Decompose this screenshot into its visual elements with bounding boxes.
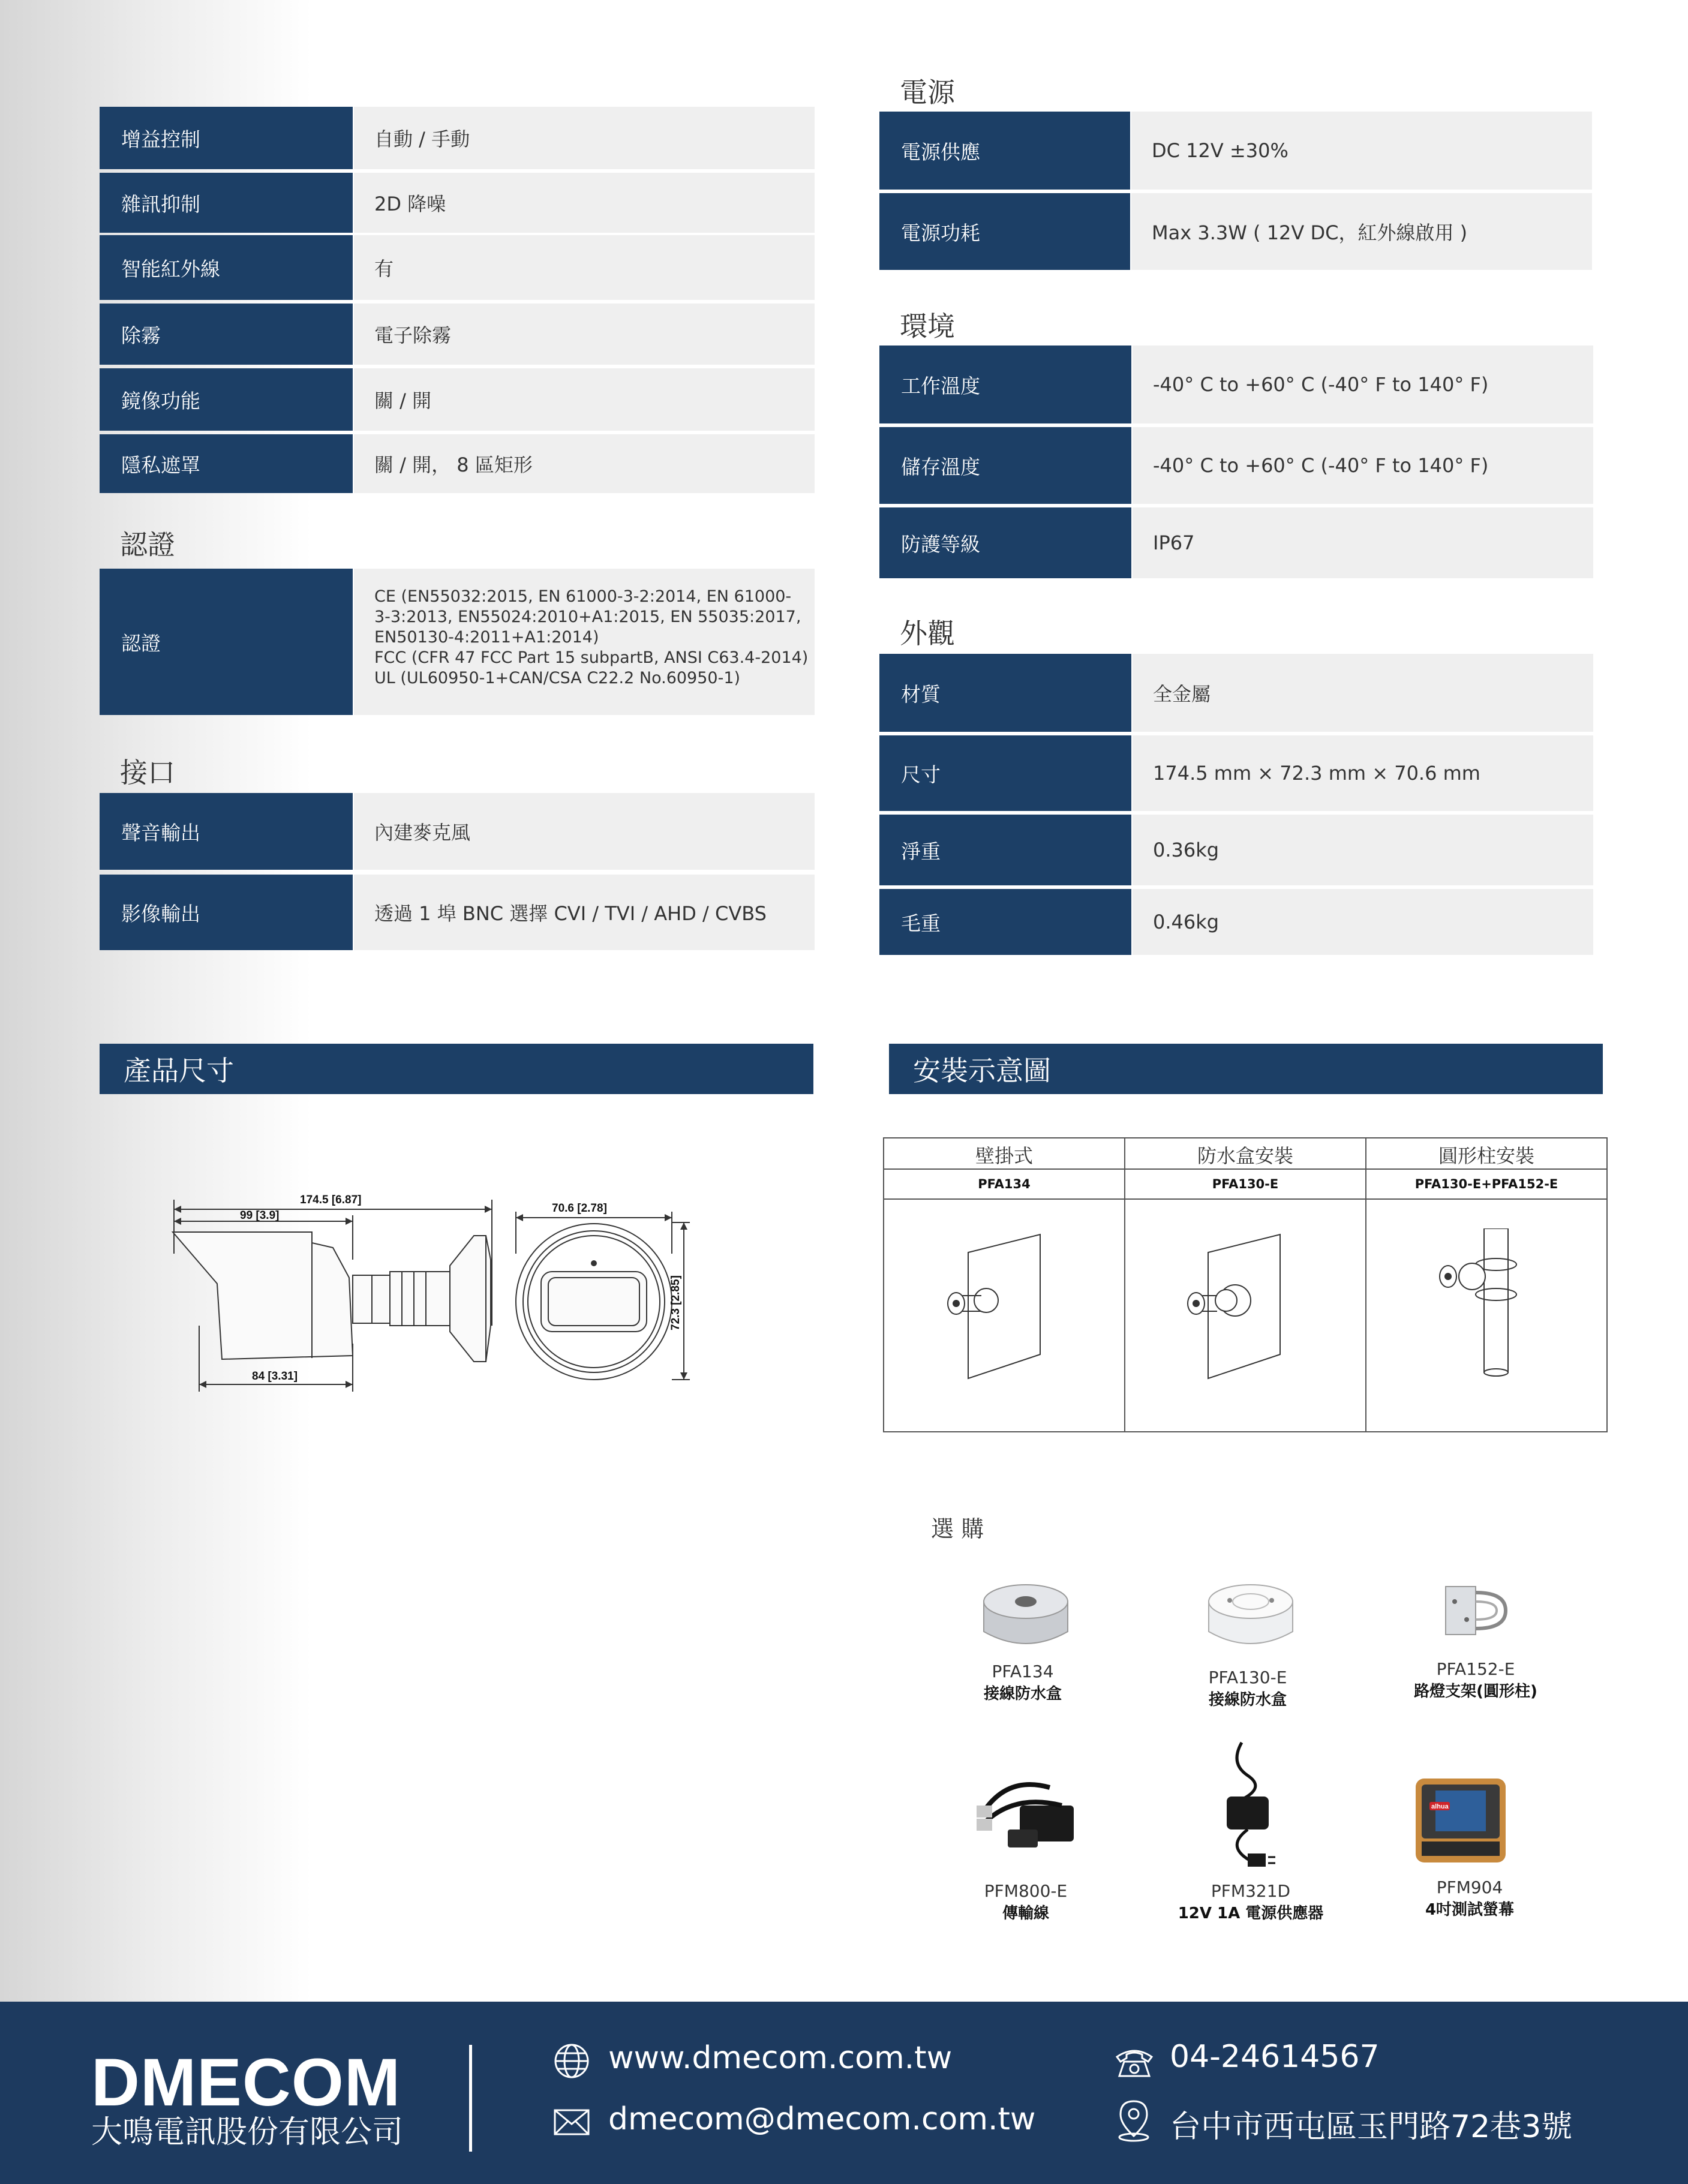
footer	[0, 2002, 1688, 2184]
spec-value: 全金屬	[1133, 654, 1593, 732]
spec-label: 除霧	[100, 304, 353, 365]
spec-label: 雜訊抑制	[100, 173, 353, 233]
section-title-appearance: 外觀	[900, 617, 955, 650]
section-band-dimensions: 產品尺寸	[100, 1044, 813, 1094]
spec-value: 關 / 開	[354, 368, 815, 431]
spec-row-operating-temp	[879, 346, 1593, 423]
power-adapter-icon	[1206, 1740, 1296, 1871]
section-title-environment: 環境	[900, 310, 955, 343]
accessory-item	[1134, 1668, 1362, 1710]
spec-label: 電源功耗	[879, 193, 1130, 270]
spec-value: 內建麥克風	[354, 793, 815, 870]
spec-value: 174.5 mm × 72.3 mm × 70.6 mm	[1133, 735, 1593, 811]
spec-row-smart-ir	[100, 235, 815, 300]
spec-row-gross-weight	[879, 889, 1593, 955]
monitor-brand: alhua	[1431, 1803, 1449, 1810]
spec-value: 電子除霧	[354, 304, 815, 365]
dim-width: 70.6 [2.78]	[552, 1202, 607, 1215]
spec-label: 隱私遮罩	[100, 434, 353, 493]
spec-label: 工作溫度	[879, 346, 1131, 423]
spec-value: 有	[354, 235, 815, 300]
email-link[interactable]: dmecom@dmecom.com.tw	[608, 2101, 1036, 2137]
spec-row-size	[879, 735, 1593, 811]
cert-text	[354, 569, 815, 715]
accessory-item	[1362, 1659, 1590, 1701]
accessory-code: PFA134	[992, 1662, 1054, 1681]
spec-label: 影像輸出	[100, 875, 353, 950]
spec-row-audio-out	[100, 793, 815, 870]
spec-row-video-out	[100, 875, 815, 950]
accessory-desc: 傳輸線	[1002, 1904, 1049, 1922]
accessory-item	[909, 1662, 1137, 1704]
mail-icon	[553, 2108, 590, 2136]
website-link[interactable]: www.dmecom.com.tw	[608, 2040, 953, 2076]
spec-value: 關 / 開， 8 區矩形	[354, 434, 815, 493]
spec-label: 尺寸	[879, 735, 1131, 811]
accessory-desc: 接線防水盒	[1208, 1691, 1287, 1709]
spec-row-mirror	[100, 368, 815, 431]
phone-icon	[1115, 2046, 1154, 2078]
section-title-ports: 接口	[120, 756, 175, 789]
install-col-code: PFA134	[978, 1177, 1031, 1191]
dim-front-length: 99 [3.9]	[240, 1209, 280, 1222]
location-pin-icon	[1116, 2099, 1152, 2142]
spec-value: IP67	[1133, 507, 1593, 578]
cert-line: 3-3:2013, EN55024:2010+A1:2015, EN 55035:2017,	[374, 608, 801, 626]
dim-height: 72.3 [2.85]	[669, 1275, 682, 1330]
section-title-cert: 認證	[120, 528, 175, 561]
accessory-desc: 12V 1A 電源供應器	[1178, 1904, 1324, 1922]
install-col-code: PFA130-E+PFA152-E	[1414, 1177, 1558, 1191]
spec-row-protection	[879, 507, 1593, 578]
spec-label: 認證	[100, 569, 353, 715]
spec-row-cert	[100, 569, 815, 715]
junction-box-mount-icon	[1184, 1228, 1316, 1384]
install-col-code: PFA130-E	[1212, 1177, 1279, 1191]
spec-value: -40° C to +60° C (-40° F to 140° F)	[1133, 427, 1593, 504]
accessory-desc: 接線防水盒	[983, 1685, 1062, 1703]
spec-label: 增益控制	[100, 107, 353, 169]
spec-label: 淨重	[879, 815, 1131, 885]
cert-line: FCC (CFR 47 FCC Part 15 subpartB, ANSI C63.4-2014)	[374, 648, 809, 667]
accessory-item	[1356, 1877, 1584, 1919]
footer-divider	[469, 2045, 472, 2152]
spec-value: 0.46kg	[1133, 889, 1593, 955]
pole-mount-icon	[1424, 1228, 1556, 1384]
install-col-header: 圓形柱安裝	[1438, 1144, 1534, 1167]
spec-row-net-weight	[879, 815, 1593, 885]
spec-value: -40° C to +60° C (-40° F to 140° F)	[1133, 346, 1593, 423]
spec-label: 防護等級	[879, 507, 1131, 578]
cert-line: EN50130-4:2011+A1:2014)	[374, 628, 599, 647]
phone-number: 04-24614567	[1170, 2039, 1380, 2075]
dim-base-length: 84 [3.31]	[252, 1370, 298, 1383]
cert-line: CE (EN55032:2015, EN 61000-3-2:2014, EN 61000-	[374, 587, 792, 606]
spec-value: 2D 降噪	[354, 173, 815, 233]
section-title-power: 電源	[900, 76, 955, 109]
spec-row-material	[879, 654, 1593, 732]
spec-label: 材質	[879, 654, 1131, 732]
spec-label: 鏡像功能	[100, 368, 353, 431]
accessory-code: PFM800-E	[984, 1881, 1068, 1901]
spec-row-power-supply	[879, 112, 1592, 190]
company-name: 大鳴電訊股份有限公司	[91, 2114, 404, 2150]
install-col-header: 壁掛式	[975, 1144, 1033, 1167]
cert-line: UL (UL60950-1+CAN/CSA C22.2 No.60950-1)	[374, 669, 741, 687]
accessory-desc: 4吋測試螢幕	[1425, 1901, 1515, 1919]
dimension-drawing	[162, 1182, 702, 1398]
accessory-code: PFM321D	[1211, 1881, 1291, 1901]
accessory-item	[1137, 1881, 1365, 1923]
spec-row-storage-temp	[879, 427, 1593, 504]
spec-row-gain	[100, 107, 815, 169]
spec-row-privacy	[100, 434, 815, 493]
spec-label: 智能紅外線	[100, 235, 353, 300]
spec-value: 透過 1 埠 BNC 選擇 CVI / TVI / AHD / CVBS	[354, 875, 815, 950]
spec-row-power-consumption	[879, 193, 1592, 270]
spec-value: 自動 / 手動	[354, 107, 815, 169]
spec-label: 儲存溫度	[879, 427, 1131, 504]
section-band-install: 安裝示意圖	[889, 1044, 1603, 1094]
junction-box-icon	[978, 1578, 1074, 1656]
install-col-header: 防水盒安裝	[1197, 1144, 1293, 1167]
spec-value: DC 12V ±30%	[1131, 112, 1592, 190]
junction-box-icon	[1203, 1578, 1299, 1656]
brand-logo: DMECOM	[91, 2045, 401, 2120]
balun-icon	[972, 1770, 1086, 1859]
dim-total-length: 174.5 [6.87]	[300, 1194, 362, 1206]
address: 台中市西屯區玉門路72巷3號	[1170, 2109, 1573, 2145]
spec-row-defog	[100, 304, 815, 365]
pole-bracket-icon	[1434, 1578, 1518, 1644]
accessory-code: PFM904	[1436, 1877, 1503, 1897]
spec-value: 0.36kg	[1133, 815, 1593, 885]
install-table	[883, 1137, 1608, 1432]
globe-icon	[553, 2042, 590, 2080]
spec-label: 電源供應	[879, 112, 1130, 190]
accessory-code: PFA152-E	[1436, 1659, 1515, 1679]
accessory-code: PFA130-E	[1208, 1668, 1287, 1687]
spec-value: Max 3.3W ( 12V DC，紅外線啟用 )	[1131, 193, 1592, 270]
optional-title: 選 購	[931, 1516, 984, 1542]
accessory-desc: 路燈支架(圓形柱)	[1414, 1683, 1537, 1701]
spec-label: 聲音輸出	[100, 793, 353, 870]
wall-mount-icon	[944, 1228, 1076, 1384]
spec-row-noise	[100, 173, 815, 233]
test-monitor-icon	[1413, 1776, 1509, 1865]
spec-label: 毛重	[879, 889, 1131, 955]
accessory-item	[912, 1881, 1140, 1923]
